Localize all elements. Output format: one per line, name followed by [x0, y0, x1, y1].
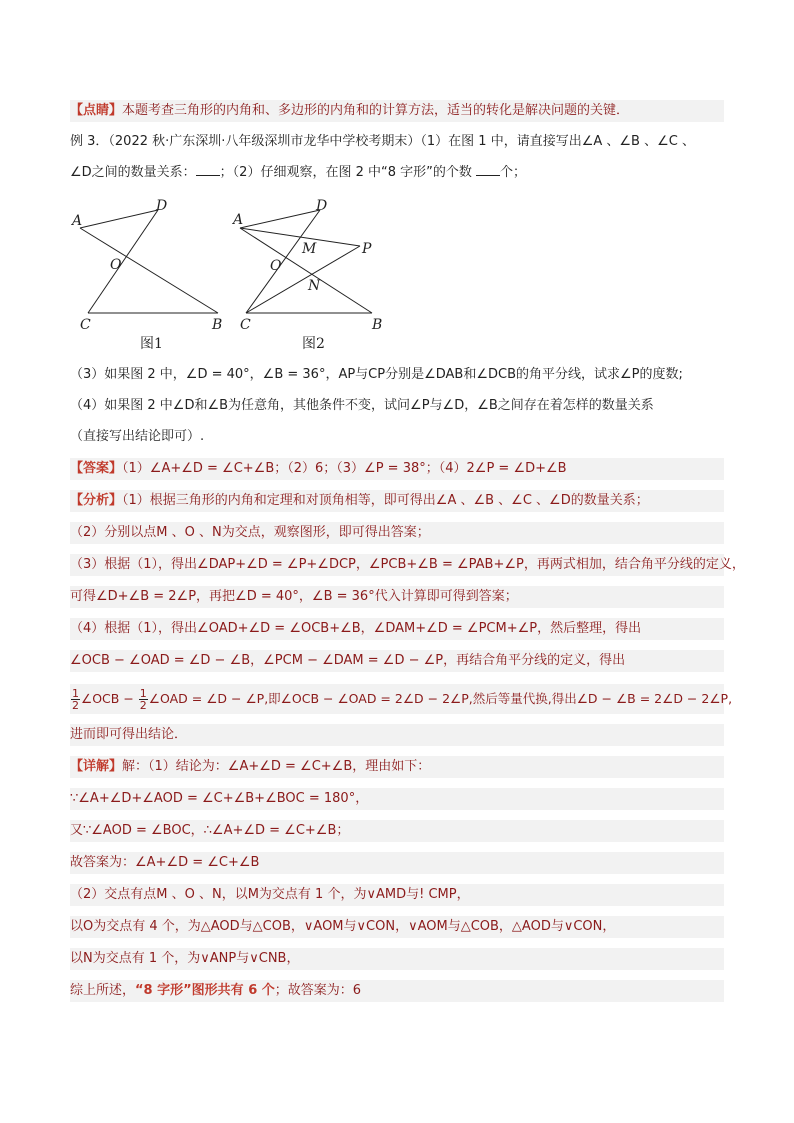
- analysis-line-1: [70, 490, 724, 512]
- analysis-line-6: ∠OCB − ∠OAD = ∠D − ∠B，∠PCM − ∠DAM = ∠D − ∠P，再结合角平分线的定义，得出: [70, 650, 724, 672]
- answer-blank-2: [476, 162, 500, 176]
- answer-line: [70, 458, 724, 480]
- analysis-line-8: 进而即可得出结论．: [70, 724, 724, 746]
- fig1-label-d: D: [156, 198, 168, 214]
- dianjing-text: 本题考查三角形的内角和、多边形的内角和的计算方法，适当的转化是解决问题的关键．: [122, 103, 630, 118]
- fig2-label-m: M: [302, 241, 317, 257]
- analysis-text-1: （1）根据三角形的内角和定理和对顶角相等，即可得出∠A 、∠B 、∠C 、∠D的数量关系；: [122, 493, 649, 508]
- detail-text-8c: ；故答案为：6: [274, 983, 362, 998]
- fig2-label-o: O: [270, 258, 282, 274]
- example-line-2: [70, 162, 724, 184]
- fig2-segment-DC: [246, 210, 320, 313]
- figure-2: [240, 210, 372, 313]
- detail-line-7: 以N为交点有 1 个，为∨ANP与∨CNB，: [70, 948, 724, 970]
- analysis-line-7: [70, 684, 733, 714]
- analysis-line-7a: ∠OCB −: [81, 691, 134, 706]
- analysis-line-5: （4）根据（1），得出∠OAD+∠D = ∠OCB+∠B，∠DAM+∠D = ∠PCM+∠P，然后整理，得出: [70, 618, 724, 640]
- example-q4b: （直接写出结论即可）.: [70, 429, 205, 444]
- fig1-segment-AD: [80, 210, 158, 228]
- detail-line-3: 又∵∠AOD = ∠BOC，∴∠A+∠D = ∠C+∠B；: [70, 820, 724, 842]
- fig1-label-b: B: [212, 317, 223, 333]
- fig2-label-p: P: [362, 241, 372, 257]
- example-q3: （3）如果图 2 中，∠D = 40°，∠B = 36°，AP与CP分别是∠DAB和∠DCB的角平分线，试求∠P的度数;: [70, 367, 683, 382]
- detail-line-1: [70, 756, 724, 778]
- answer-tag: 【答案】: [70, 461, 123, 476]
- fraction-half-1: $\frac{1}{2}$: [72, 687, 79, 712]
- figure-1-caption: 图1: [140, 336, 163, 352]
- analysis-line-4: 可得∠D+∠B = 2∠P，再把∠D = 40°，∠B = 36°代入计算即可得到答案；: [70, 586, 724, 608]
- analysis-line-7b: ∠OAD = ∠D − ∠P,即∠OCB − ∠OAD = 2∠D − 2∠P,然后等量代换,得出∠D − ∠B = 2∠D − 2∠P,: [148, 691, 733, 706]
- example-q4a: （4）如果图 2 中∠D和∠B为任意角，其他条件不变，试问∠P与∠D，∠B之间存在着怎样的数量关系: [70, 398, 654, 413]
- fig2-label-d: D: [316, 198, 328, 214]
- detail-line-8: [70, 980, 724, 1002]
- fig1-label-a: A: [72, 213, 83, 229]
- answer-blank-1: [196, 162, 220, 176]
- detail-text-1: 解：（1）结论为：∠A+∠D = ∠C+∠B，理由如下：: [122, 759, 431, 774]
- figure-1: [80, 210, 218, 313]
- analysis-line-3: （3）根据（1），得出∠DAP+∠D = ∠P+∠DCP，∠PCB+∠B = ∠PAB+∠P，再两式相加，结合角平分线的定义，: [70, 554, 724, 576]
- fig2-label-n: N: [308, 278, 321, 294]
- fig1-segment-DC: [88, 210, 158, 313]
- fig2-label-b: B: [372, 317, 383, 333]
- detail-line-2: ∵∠A+∠D+∠AOD = ∠C+∠B+∠BOC = 180°，: [70, 788, 724, 810]
- dianjing-line: [70, 100, 724, 122]
- detail-text-8b: “8 字形”图形共有 6 个: [135, 983, 275, 998]
- detail-line-6: 以O为交点有 4 个，为△AOD与△COB，∨AOM与∨CON，∨AOM与△COB，△AOD与∨CON，: [70, 916, 724, 938]
- detail-line-5: （2）交点有点M 、O 、N，以M为交点有 1 个，为∨AMD与! CMP，: [70, 884, 724, 906]
- fig2-segment-AD: [240, 210, 320, 228]
- fig1-segment-AB: [80, 228, 218, 313]
- dianjing-tag: 【点睛】: [70, 103, 123, 118]
- fig1-label-o: O: [110, 257, 122, 273]
- detail-text-8a: 综上所述，: [70, 983, 136, 998]
- example-source: （2022 秋·广东深圳·八年级深圳市龙华中学校考期末）: [108, 134, 421, 149]
- fig1-label-c: C: [80, 317, 91, 333]
- analysis-tag: 【分析】: [70, 493, 123, 508]
- figure-2-caption: 图2: [302, 336, 325, 352]
- example-q1b: ∠D之间的数量关系：: [70, 165, 196, 180]
- fraction-half-2: $\frac{1}{2}$: [139, 687, 147, 712]
- example-line-1: [70, 131, 724, 153]
- fig2-label-a: A: [233, 212, 244, 228]
- detail-line-4: 故答案为：∠A+∠D = ∠C+∠B: [70, 852, 724, 874]
- detail-tag: 【详解】: [70, 759, 123, 774]
- example-q1: （1）在图 1 中，请直接写出∠A 、∠B 、∠C 、: [420, 134, 695, 149]
- example-prefix: 例 3．: [70, 134, 109, 149]
- analysis-line-2: （2）分别以点M 、O 、N为交点，观察图形，即可得出答案；: [70, 522, 724, 544]
- answer-text: （1）∠A+∠D = ∠C+∠B；（2）6；（3）∠P = 38°；（4）2∠P = ∠D+∠B: [122, 461, 567, 476]
- geometry-figures: [70, 198, 400, 356]
- example-q1d: 个；: [500, 165, 527, 180]
- fig2-segment-AP: [240, 228, 360, 246]
- example-q1c: ；（2）仔细观察，在图 2 中“8 字形”的个数: [219, 165, 472, 180]
- fig2-label-c: C: [240, 317, 251, 333]
